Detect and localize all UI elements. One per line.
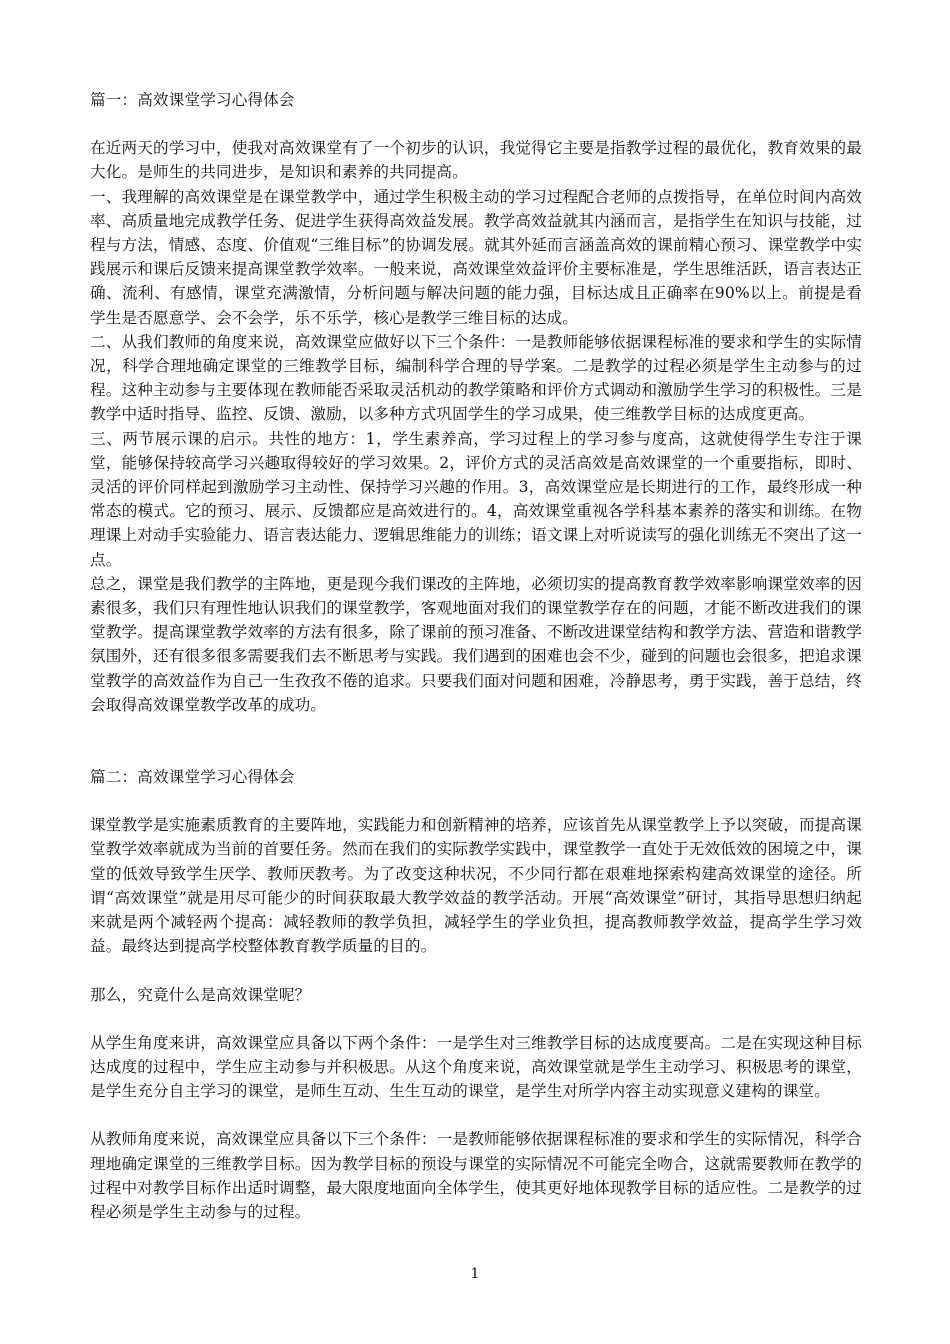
section-2-paragraph: 从学生角度来讲，高效课堂应具备以下两个条件：一是学生对三维教学目标的达成度要高。二是在实现这种目标达成度的过程中，学生应主动参与并积极思。从这个角度来说，高效课堂就是学生主动学习、积极思考的课堂，是学生充分自主学习的课堂，是师生互动、生生互动的课堂，是学生对所学内容主动实现意义建构的课堂。 <box>90 1033 862 1101</box>
section-1-paragraph: 总之，课堂是我们教学的主阵地，更是现今我们课改的主阵地，必须切实的提高教育教学效率影响课堂效率的因素很多，我们只有理性地认识我们的课堂教学，客观地面对我们的课堂教学存在的问题，才能不断改进我们的课堂教学。提高课堂教学效率的方法有很多，除了课前的预习准备、不断改进课堂结构和教学方法、营造和谐教学氛围外，还有很多很多需要我们去不断思考与实践。我们遇到的困难也会不少，碰到的问题也会很多，把追求课堂教学的高效益作为自己一生孜孜不倦的追求。只要我们面对问题和困难，冷静思考，勇于实践，善于总结，终会取得高效课堂教学改革的成功。 <box>90 574 862 714</box>
paragraph-spacer <box>90 1007 862 1031</box>
section-2-paragraph: 从教师角度来说，高效课堂应具备以下三个条件：一是教师能够依据课程标准的要求和学生的实际情况，科学合理地确定课堂的三维教学目标。因为教学目标的预设与课堂的实际情况不可能完全吻合，这就需要教师在教学的过程中对教学目标作出适时调整，最大限度地面向全体学生，使其更好地体现教学目标的适应性。二是教学的过程必须是学生主动参与的过程。 <box>90 1130 862 1221</box>
page-number: 1 <box>470 1266 480 1282</box>
paragraph-spacer <box>90 959 862 983</box>
section-2-paragraph: 那么，究竟什么是高效课堂呢？ <box>90 985 311 1004</box>
section-2-paragraph: 课堂教学是实施素质教育的主要阵地，实践能力和创新精神的培养，应该首先从课堂教学上予以突破，而提高课堂教学效率就成为当前的首要任务。然而在我们的实际教学实践中，课堂教学一直处于无效低效的困境之中，课堂的低效导致学生厌学、教师厌教考。为了改变这种状况，不少同行都在艰难地探索构建高效课堂的途径。所谓“高效课堂”就是用尽可能少的时间获取最大教学效益的教学活动。开展“高效课堂”研讨，其指导思想归纳起来就是两个减轻两个提高：减轻教师的教学负担，减轻学生的学业负担，提高教师教学效益，提高学生学习效益。最终达到提高学校整体教育教学质量的目的。 <box>90 816 862 956</box>
section-1-title: 篇一：高效课堂学习心得体会 <box>90 91 295 109</box>
paragraph-spacer <box>90 1103 862 1127</box>
section-2-title: 篇二：高效课堂学习心得体会 <box>90 768 295 787</box>
document-body <box>90 88 862 1224</box>
section-1-paragraph: 在近两天的学习中，使我对高效课堂有了一个初步的认识，我觉得它主要是指教学过程的最优化，教育效果的最大化。是师生的共同进步，是知识和素养的共同提高。 <box>90 139 862 182</box>
section-1-paragraph: 一、我理解的高效课堂是在课堂教学中，通过学生积极主动的学习过程配合老师的点拨指导，在单位时间内高效率、高质量地完成教学任务、促进学生获得高效益发展。教学高效益就其内涵而言，是指学生在知识与技能，过程与方法，情感、态度、价值观“三维目标”的协调发展。就其外延而言涵盖高效的课前精心预习、课堂教学中实践展示和课后反馈来提高课堂教学效率。一般来说，高效课堂效益评价主要标准是，学生思维活跃，语言表达正确、流利、有感情，课堂充满激情，分析问题与解决问题的能力强，目标达成且正确率在90%以上。前提是看学生是否愿意学、会不会学，乐不乐学，核心是教学三维目标的达成。 <box>90 187 862 327</box>
section-1-paragraph: 三、两节展示课的启示。共性的地方：1，学生素养高，学习过程上的学习参与度高，这就使得学生专注于课堂，能够保持较高学习兴趣取得较好的学习效果。2，评价方式的灵活高效是高效课堂的一个重要指标，即时、灵活的评价同样起到激励学习主动性、保持学习兴趣的作用。3，高效课堂应是长期进行的工作，最终形成一种常态的模式。它的预习、展示、反馈都应是高效进行的。4，高效课堂重视各学科基本素养的落实和训练。在物理课上对动手实验能力、语言表达能力、逻辑思维能力的训练；语文课上对听说读写的强化训练无不突出了这一点。 <box>90 429 862 569</box>
section-spacer <box>90 717 862 765</box>
section-1-paragraph: 二、从我们教师的角度来说，高效课堂应做好以下三个条件：一是教师能够依据课程标准的要求和学生的实际情况，科学合理地确定课堂的三维教学目标，编制科学合理的导学案。二是教学的过程必须是学生主动参与的过程。这种主动参与主要体现在教师能否采取灵活机动的教学策略和评价方式调动和激励学生学习的积极性。三是教学中适时指导、监控、反馈、激励，以多种方式巩固学生的学习成果，使三维教学目标的达成度更高。 <box>90 332 862 424</box>
